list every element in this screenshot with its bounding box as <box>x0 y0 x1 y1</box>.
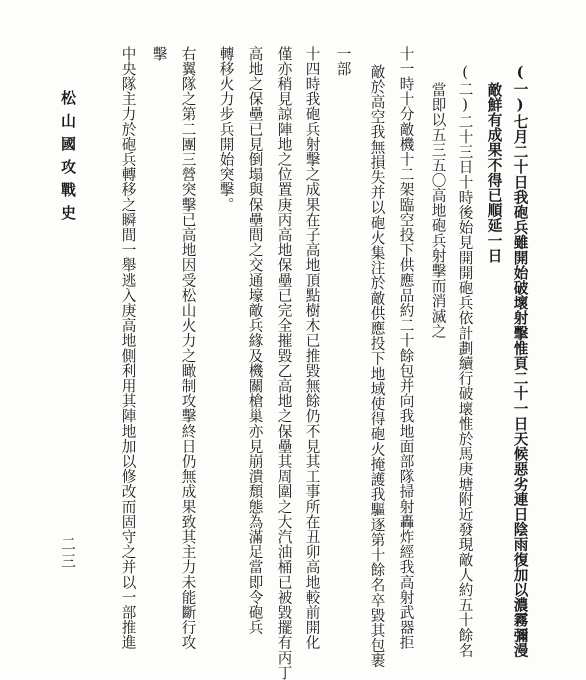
text-column-14: 中央隊主力於砲兵轉移之瞬間一舉逃入庚高地側利用其陣地加以修改而固守之并以一部推進 <box>119 46 137 650</box>
text-column-3: (二)二十三日十時後始見開開砲兵依計劃續行破壞惟於馬庚塘附近發現敵人約五十餘名 <box>456 64 474 658</box>
text-column-8: 十四時我砲兵射擊之成果在子高地頂點樹木已推毀無餘仍不見其工事所在丑卯高地較前開化 <box>303 46 321 650</box>
page-number: 二三 <box>59 536 77 570</box>
text-column-4: 當即以五三五〇高地砲兵射擊而消滅之 <box>429 82 447 339</box>
text-column-11: 轉移火力步兵開始突擊。 <box>217 46 235 213</box>
running-header-title: 松山國攻戰史 <box>59 90 77 228</box>
text-column-6: 敵於高空我無損失并以砲火集注於敵供應投下地域使得砲火掩護我驅逐第十餘名卒毀其包裹 <box>368 64 386 668</box>
text-column-12: 右翼隊之第二團三營突擊已高地因受松山火力之瞰制攻擊終日仍無成果致其主力未能斷行攻 <box>179 46 197 650</box>
text-column-7: 一部 <box>334 46 352 77</box>
text-column-1: (一)七月二十日我砲兵雖開始破壞射擊惟頁二十一日天候惡劣連日陰雨復加以濃霧彌漫 <box>511 64 529 658</box>
text-column-10: 高地之保壘已見倒塌與保壘間之交通壕敵兵緣及機關槍巢亦見崩潰頹態為滿足當即令砲兵 <box>246 46 264 635</box>
text-column-2: 敵鮮有成果不得已順延一日 <box>485 82 503 264</box>
text-column-13: 擊 <box>150 46 168 62</box>
text-column-9: 僅亦稍見諒陣地之位置庚丙高地保壘已完全摧毀乙高地之保壘其周圍之大汽油桶已被毀擺有丙丁 <box>275 46 293 680</box>
text-column-5: 十一時十分敵機十二架臨空投下供應品約二十餘包并向我地面部隊掃射轟炸經我高射武器拒 <box>397 46 415 650</box>
